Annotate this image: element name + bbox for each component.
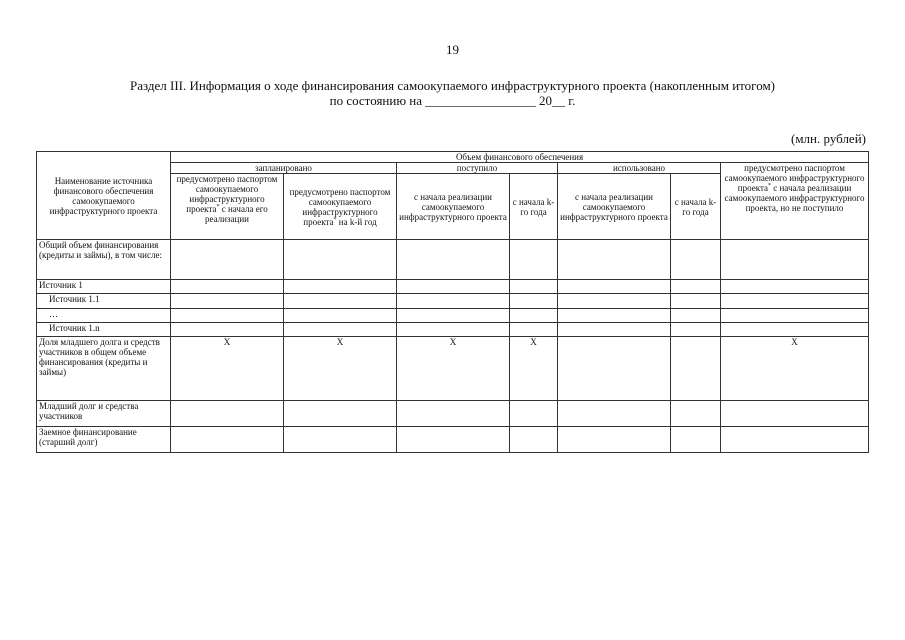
financing-table [36,151,869,453]
cell [284,323,397,337]
cell [671,280,721,294]
cell [721,401,869,427]
cell [671,337,721,401]
title-line-2: по состоянию на _________________ 20__ г. [329,93,576,108]
section-title [0,78,905,108]
header-not-received [721,163,869,240]
header-used: использовано [558,163,721,174]
cell [171,240,284,280]
cell-x-mark: X [721,337,869,401]
row-label-source-1-n: Источник 1.n [37,323,171,337]
cell [284,280,397,294]
header-planned-year-b: на k-й год [336,216,377,227]
cell [721,427,869,453]
cell [397,309,510,323]
row-label-junior-share: Доля младшего долга и средств участников в общем объеме финансирования (кредиты и займы) [37,337,171,401]
cell [510,427,558,453]
footnote-asterisk: * [768,183,771,189]
cell [397,427,510,453]
cell [510,309,558,323]
header-used-since-start: с начала реализации самоокупаемого инфраструктурного проекта [558,174,671,240]
cell [558,309,671,323]
cell [510,323,558,337]
units-label: (млн. рублей) [791,131,866,146]
cell [510,240,558,280]
table-row [37,401,869,427]
cell [558,427,671,453]
header-not-received-b: с начала реализации самоокупаемого инфраструктурного проекта, но не поступило [724,183,865,213]
footnote-asterisk: * [216,204,220,210]
cell [671,294,721,309]
header-received-year: с начала k-го года [510,174,558,240]
row-label-junior-debt: Младший долг и средства участников [37,401,171,427]
table-row [37,309,869,323]
cell [284,294,397,309]
header-not-received-a: предусмотрено паспортом самоокупаемого инфраструктурного проекта [724,163,865,193]
cell [284,401,397,427]
table-row [37,337,869,401]
cell [284,240,397,280]
cell [558,294,671,309]
cell-x-mark: X [397,337,510,401]
header-planned-since-start-a: предусмотрено паспортом самоокупаемого инфраструктурного проекта [176,174,278,214]
page-number: 19 [446,42,459,57]
cell [721,323,869,337]
cell-x-mark: X [284,337,397,401]
cell [171,323,284,337]
table-row [37,280,869,294]
cell [171,309,284,323]
cell [721,294,869,309]
cell [671,427,721,453]
row-label-ellipsis: … [37,309,171,323]
cell [721,309,869,323]
row-label-senior-debt: Заемное финансирование (старший долг) [37,427,171,453]
cell [721,280,869,294]
cell [284,427,397,453]
cell [558,337,671,401]
cell [671,309,721,323]
header-funding-volume: Объем финансового обеспечения [171,152,869,163]
header-planned-year-a: предусмотрено паспортом самоокупаемого инфраструктурного проекта [289,186,391,227]
table-row [37,240,869,280]
cell [671,240,721,280]
cell [171,427,284,453]
header-planned-year [284,174,397,240]
table-row [37,294,869,309]
cell [397,294,510,309]
footnote-asterisk: * [333,216,337,223]
cell [397,280,510,294]
cell [558,401,671,427]
cell [558,280,671,294]
cell [171,280,284,294]
table-row [37,323,869,337]
row-label-total: Общий объем финансирования (кредиты и займы), в том числе: [37,240,171,280]
table-row [37,427,869,453]
cell [671,323,721,337]
header-planned-since-start [171,174,284,240]
cell [284,309,397,323]
cell [171,401,284,427]
header-planned: запланировано [171,163,397,174]
cell-x-mark: X [171,337,284,401]
header-used-year: с начала k-го года [671,174,721,240]
cell [171,294,284,309]
cell [397,240,510,280]
header-received: поступило [397,163,558,174]
cell [721,240,869,280]
row-label-source-1: Источник 1 [37,280,171,294]
cell [510,294,558,309]
title-line-1: Раздел III. Информация о ходе финансирования самоокупаемого инфраструктурного проекта (накопленным итогом) [130,78,775,93]
cell [558,323,671,337]
cell [510,401,558,427]
header-planned-since-start-b: с начала его реализации [205,204,268,224]
cell [671,401,721,427]
cell [397,401,510,427]
header-source-name: Наименование источника финансового обеспечения самоокупаемого инфраструктурного проекта [37,152,171,240]
cell-x-mark: X [510,337,558,401]
cell [558,240,671,280]
cell [397,323,510,337]
header-received-since-start: с начала реализации самоокупаемого инфраструктурного проекта [397,174,510,240]
cell [510,280,558,294]
row-label-source-1-1: Источник 1.1 [37,294,171,309]
